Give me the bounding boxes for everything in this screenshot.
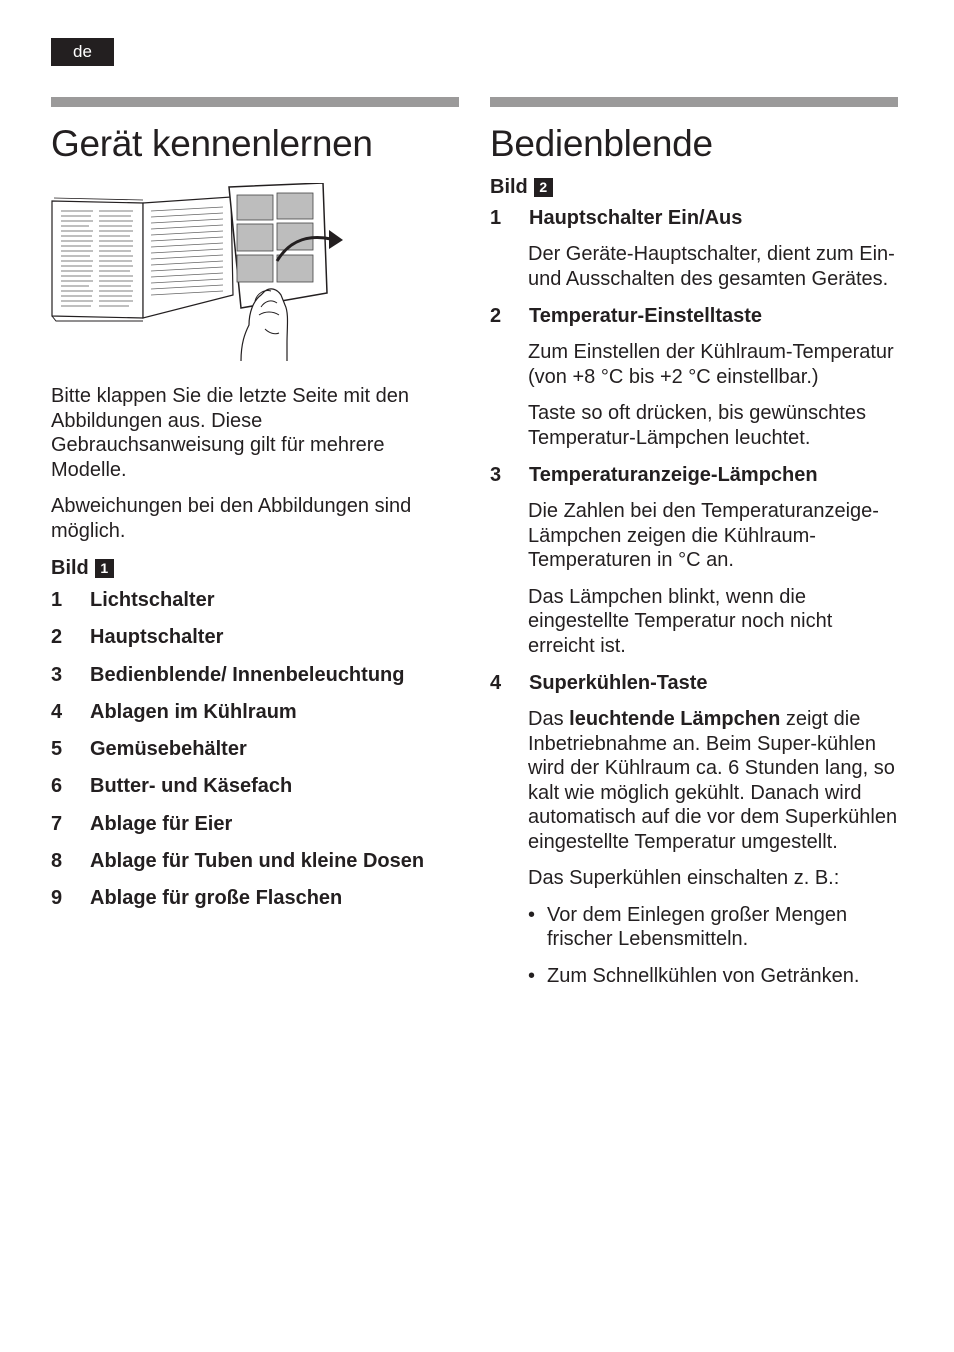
- section-paragraph: Die Zahlen bei den Temperaturanzeige-Lämpchen zeigen die Kühlraum-Temperaturen in °C an.: [528, 500, 879, 571]
- figure-reference: [51, 556, 459, 580]
- figure-reference: [490, 175, 898, 199]
- bullet-dot: •: [528, 903, 536, 926]
- language-tag: de: [51, 38, 114, 66]
- section-heading: 4 Superkühlen-Taste: [490, 672, 708, 694]
- list-item: 6 Butter- und Käsefach: [51, 775, 293, 798]
- section-rule: [51, 97, 459, 107]
- section-paragraph: Das Superkühlen einschalten z. B.:: [528, 867, 840, 889]
- list-item: 4 Ablagen im Kühlraum: [51, 700, 297, 723]
- section-title: Gerät kennenlernen: [51, 123, 373, 164]
- list-item: 1 Lichtschalter: [51, 589, 215, 611]
- right-column: [490, 97, 898, 988]
- section-rule: [490, 97, 898, 107]
- book-illustration: [51, 183, 351, 363]
- list-item: 2 Hauptschalter: [51, 626, 224, 649]
- list-item: 5 Gemüsebehälter: [51, 738, 247, 761]
- section-paragraph: Zum Einstellen der Kühlraum-Temperatur (von +8 °C bis +2 °C einstellbar.): [528, 341, 894, 388]
- component-list: [51, 588, 459, 910]
- list-item: 9 Ablage für große Flaschen: [51, 887, 343, 910]
- intro-paragraph-2: Abweichungen bei den Abbildungen sind möglich.: [51, 495, 412, 542]
- figure-number-badge: 1: [95, 559, 114, 578]
- section-paragraph: Das leuchtende Lämpchen zeigt die Inbetriebnahme an. Beim Super-kühlen wird der Kühlraum ca. 6 Stunden lang, so kalt wie möglich gekühlt. Danach wird automatisch auf die vor dem Superkühlen eingestellte Temperatur umgestellt.: [528, 708, 898, 853]
- section-paragraph: Der Geräte-Hauptschalter, dient zum Ein- und Ausschalten des gesamten Gerätes.: [528, 243, 895, 290]
- list-item: 7 Ablage für Eier: [51, 812, 233, 835]
- section-heading: 2 Temperatur-Einstelltaste: [490, 305, 763, 327]
- figure-number-badge: 2: [534, 178, 553, 197]
- section-title: Bedienblende: [490, 123, 713, 164]
- section-paragraph: Taste so oft drücken, bis gewünschtes Temperatur-Lämpchen leuchtet.: [528, 402, 866, 449]
- bullet-dot: •: [528, 964, 536, 987]
- list-item: 8 Ablage für Tuben und kleine Dosen: [51, 850, 425, 873]
- figure-reference-label: Bild: [51, 557, 89, 579]
- list-item: 3 Bedienblende/ Innenbeleuchtung: [51, 663, 405, 686]
- section-paragraph: Das Lämpchen blinkt, wenn die eingestellte Temperatur noch nicht erreicht ist.: [528, 585, 833, 657]
- bullet-item: • Vor dem Einlegen großer Mengen frischer Lebensmitteln.: [528, 903, 848, 950]
- intro-paragraph-1: Bitte klappen Sie die letzte Seite mit den Abbildungen aus. Diese Gebrauchsanweisung gilt für mehrere Modelle.: [51, 385, 409, 481]
- figure-reference-label: Bild: [490, 176, 528, 198]
- section-heading: 3 Temperaturanzeige-Lämpchen: [490, 464, 818, 486]
- bullet-item: • Zum Schnellkühlen von Getränken.: [528, 964, 860, 987]
- section-heading: 1 Hauptschalter Ein/Aus: [490, 207, 743, 229]
- left-column: [51, 97, 459, 910]
